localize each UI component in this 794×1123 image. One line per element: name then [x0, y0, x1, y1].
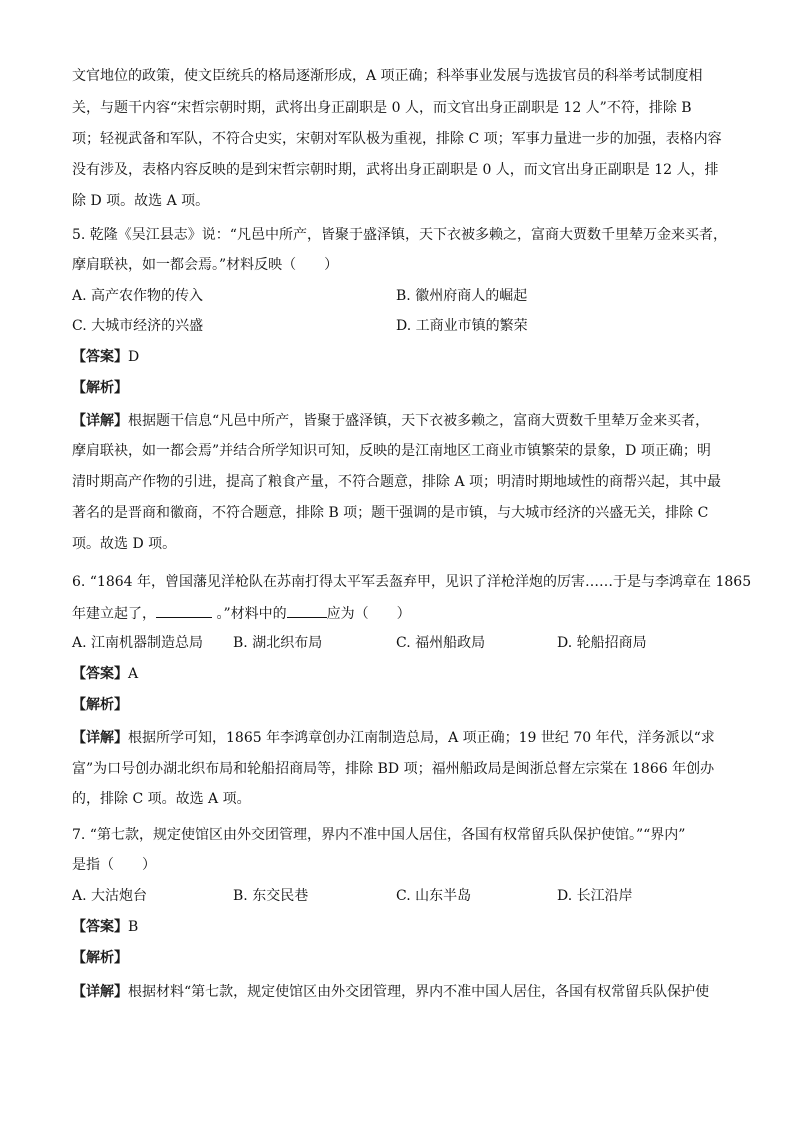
question-6-detail	[72, 728, 732, 748]
question-5-stem-cont: 摩肩联袂，如一都会焉。”材料反映（ ）	[72, 257, 339, 273]
analysis-tag: 【解析】	[72, 950, 128, 966]
detail-text: 根据题干信息“凡邑中所产，皆聚于盛泽镇，天下衣被多赖之，富商大贾数千里辇万金来买者，	[128, 413, 710, 429]
question-6-option-c: C. 福州船政局	[396, 635, 486, 651]
question-7-stem-cont: 是指（ ）	[72, 857, 156, 873]
question-5-answer	[72, 347, 732, 367]
question-6-option-d: D. 轮船招商局	[557, 635, 647, 651]
analysis-tag: 【解析】	[72, 380, 128, 396]
question-7-analysis	[72, 948, 732, 968]
question-5-detail	[72, 411, 732, 431]
fill-blank	[156, 603, 212, 618]
question-6-stem: 6. “1864 年，曾国藩见洋枪队在苏南打得太平军丢盔弃甲，见识了洋枪洋炮的厉害……于是与李鸿章在 1865	[72, 574, 752, 590]
answer-tag: 【答案】	[72, 666, 128, 682]
prev-explanation-line: 项；轻视武备和军队，不符合史实，宋朝对军队极为重视，排除 C 项；军事力量进一步的加强，表格内容	[72, 131, 722, 147]
prev-explanation-line: 关，与题干内容“宋哲宗朝时期，武将出身正副职是 0 人，而文官出身正副职是 12 人”不符，排除 B	[72, 100, 692, 116]
answer-value: D	[128, 349, 140, 365]
question-7-option-c: C. 山东半岛	[396, 888, 472, 904]
detail-text: 根据材料“第七款，规定使馆区由外交团管理，界内不准中国人居住，各国有权常留兵队保护使	[128, 984, 710, 1000]
question-6-option-a: A. 江南机器制造总局	[72, 635, 204, 651]
detail-tag: 【详解】	[72, 413, 128, 429]
question-7-detail	[72, 982, 732, 1002]
answer-value: A	[128, 666, 139, 682]
question-6-detail-line: 的，排除 C 项。故选 A 项。	[72, 791, 251, 807]
question-5-option-d: D. 工商业市镇的繁荣	[396, 318, 528, 334]
question-6-option-b: B. 湖北织布局	[233, 635, 323, 651]
detail-tag: 【详解】	[72, 984, 128, 1000]
question-6-stem-cont	[72, 603, 732, 624]
fill-blank	[287, 603, 327, 618]
question-7-option-b: B. 东交民巷	[233, 888, 309, 904]
question-7-answer	[72, 917, 732, 937]
answer-tag: 【答案】	[72, 349, 128, 365]
question-5-detail-line: 清时期高产作物的引进，提高了粮食产量，不符合题意，排除 A 项；明清时期地域性的商帮兴起，其中最	[72, 474, 722, 490]
prev-explanation-line: 没有涉及，表格内容反映的是到宋哲宗朝时期，武将出身正副职是 0 人，而文官出身正副职是 12 人，排	[72, 162, 719, 178]
question-5-option-b: B. 徽州府商人的崛起	[396, 288, 528, 304]
question-6-detail-line: 富”为口号创办湖北织布局和轮船招商局等，排除 BD 项；福州船政局是闽浙总督左宗棠在 1866 年创办	[72, 761, 715, 777]
detail-tag: 【详解】	[72, 730, 128, 746]
question-5-option-c: C. 大城市经济的兴盛	[72, 318, 204, 334]
analysis-tag: 【解析】	[72, 697, 128, 713]
question-7-option-d: D. 长江沿岸	[557, 888, 633, 904]
question-5-option-a: A. 高产农作物的传入	[72, 288, 204, 304]
stem-text-post: 应为（ ）	[326, 606, 411, 622]
answer-value: B	[128, 919, 139, 935]
stem-text-pre: 年建立起了，	[72, 606, 156, 622]
prev-explanation-line: 文官地位的政策，使文臣统兵的格局逐渐形成，A 项正确；科举事业发展与选拔官员的科举考试制度相	[72, 68, 703, 84]
question-6-analysis	[72, 695, 732, 715]
question-5-stem: 5. 乾隆《吴江县志》说：“凡邑中所产，皆聚于盛泽镇，天下衣被多赖之，富商大贾数千里辇万金来买者，	[72, 227, 727, 243]
question-5-analysis	[72, 378, 732, 398]
question-7-option-a: A. 大沽炮台	[72, 888, 148, 904]
question-6-answer	[72, 664, 732, 684]
question-5-detail-line: 著名的是晋商和徽商，不符合题意，排除 B 项；题干强调的是市镇，与大城市经济的兴盛无关，排除 C	[72, 505, 709, 521]
question-7-stem: 7. “第七款，规定使馆区由外交团管理，界内不准中国人居住，各国有权常留兵队保护使馆。”“界内”	[72, 827, 686, 843]
question-5-detail-line: 摩肩联袂，如一都会焉”并结合所学知识可知，反映的是江南地区工商业市镇繁荣的景象，D 项正确；明	[72, 443, 711, 459]
answer-tag: 【答案】	[72, 919, 128, 935]
detail-text: 根据所学可知，1865 年李鸿章创办江南制造总局，A 项正确；19 世纪 70 年代，洋务派以“求	[128, 730, 715, 746]
question-5-detail-line: 项。故选 D 项。	[72, 536, 177, 552]
prev-explanation-line: 除 D 项。故选 A 项。	[72, 193, 210, 209]
stem-text-mid: 。”材料中的	[212, 606, 287, 622]
